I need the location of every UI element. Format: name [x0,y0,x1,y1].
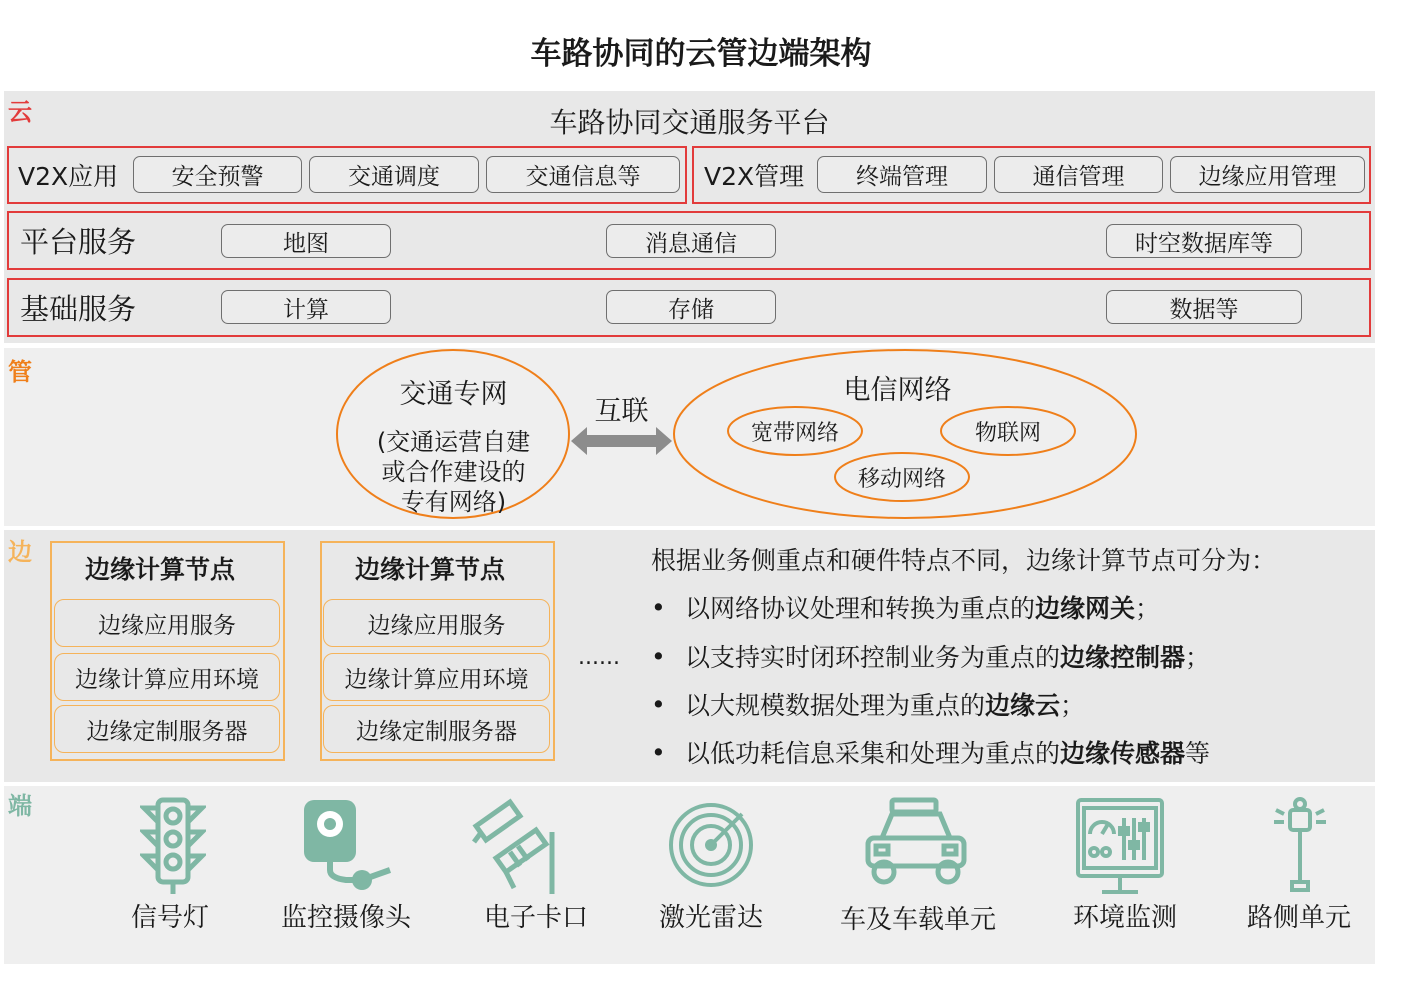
traffic-network-title: 交通专网 [399,378,508,410]
platform-service-item: 地图 [221,224,391,258]
vehicle-icon [862,796,970,890]
interconnect-arrow [571,427,672,455]
base-service-item: 存储 [606,290,776,324]
edge-node-row: 边缘应用服务 [323,599,550,647]
network-diagram [0,348,1402,526]
base-service-label: 基础服务 [20,292,137,326]
terminal-label: 环境监测 [1072,903,1177,933]
v2x-mgmt-label: V2X管理 [704,162,805,191]
v2x-app-item: 交通信息等 [486,156,680,193]
platform-service-label: 平台服务 [20,225,137,259]
cloud-layer-tag: 云 [8,98,32,126]
terminal-label: 路侧单元 [1246,903,1351,933]
platform-title: 车路协同交通服务平台 [549,106,830,139]
traffic-network-note-line: 专有网络) [400,487,507,516]
edge-node-bullet: • 以低功耗信息采集和处理为重点的 边缘传感器 等 [651,737,1211,768]
platform-service-item: 消息通信 [606,224,776,258]
v2x-app-item: 安全预警 [133,156,302,193]
terminal-label: 激光雷达 [658,903,763,933]
edge-node-row: 边缘计算应用环境 [54,653,280,701]
edge-node-row: 边缘定制服务器 [54,705,280,753]
base-service-item: 数据等 [1106,290,1302,324]
traffic-light-icon [140,796,206,896]
edge-node-intro: 根据业务侧重点和硬件特点不同，边缘计算节点可分为： [651,546,1277,575]
terminal-label: 信号灯 [130,903,209,933]
broadband-label: 宽带网络 [750,420,839,446]
surveillance-camera-icon [300,798,396,894]
v2x-mgmt-item: 终端管理 [817,156,987,193]
interconnect-label: 互联 [594,395,649,427]
v2x-mgmt-item: 边缘应用管理 [1170,156,1365,193]
pipe-layer-tag: 管 [8,358,32,386]
checkpoint-camera-icon [470,796,562,896]
terminal-label: 电子卡口 [483,903,588,933]
iot-label: 物联网 [974,420,1041,446]
edge-node-title: 边缘计算节点 [84,555,235,584]
lidar-radar-icon [666,800,756,890]
mobile-label: 移动网络 [857,466,946,492]
edge-node-bullet: • 以支持实时闭环控制业务为重点的 边缘控制器 ； [651,641,1211,672]
terminal-label: 监控摄像头 [280,903,411,933]
v2x-mgmt-item: 通信管理 [994,156,1163,193]
traffic-network-note-line: (交通运营自建 [376,427,531,456]
platform-service-item: 时空数据库等 [1106,224,1302,258]
diagram-title: 车路协同的云管边端架构 [530,36,872,72]
edge-layer-tag: 边 [8,538,32,566]
environment-monitor-icon [1074,796,1166,896]
end-layer-tag: 端 [8,792,32,820]
edge-node-title: 边缘计算节点 [354,555,505,584]
terminal-label: 车及车载单元 [839,905,996,935]
v2x-app-label: V2X应用 [18,162,119,191]
edge-node-row: 边缘应用服务 [54,599,280,647]
telecom-network-title: 电信网络 [843,374,952,406]
roadside-unit-icon [1272,796,1328,896]
edge-node-bullet: • 以网络协议处理和转换为重点的 边缘网关 ； [651,592,1161,623]
v2x-app-item: 交通调度 [309,156,479,193]
traffic-network-note-line: 或合作建设的 [381,457,526,486]
edge-node-row: 边缘定制服务器 [323,705,550,753]
base-service-item: 计算 [221,290,391,324]
edge-node-bullet: • 以大规模数据处理为重点的 边缘云 ； [651,689,1086,720]
edge-node-row: 边缘计算应用环境 [323,653,550,701]
edge-node-ellipsis: ...... [578,645,620,670]
